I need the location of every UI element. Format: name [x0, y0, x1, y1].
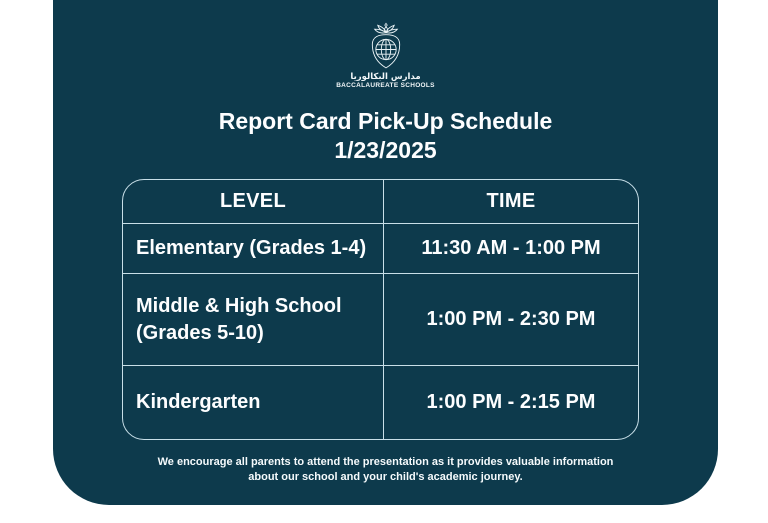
- table-row-middle-high-time: 1:00 PM - 2:30 PM: [384, 274, 638, 366]
- footer-note: [53, 455, 718, 484]
- table-row-kindergarten-time: 1:00 PM - 2:15 PM: [426, 391, 596, 413]
- table-row-middle-high-level: Middle & High School (Grades 5-10): [123, 274, 384, 366]
- title-line-1: Report Card Pick-Up Schedule: [218, 108, 553, 134]
- globe-crest-icon: [355, 21, 417, 71]
- footer-line-2: about our school and your child's academic journey.: [248, 470, 523, 483]
- column-header-time: TIME: [384, 180, 638, 224]
- column-header-level: LEVEL: [123, 180, 384, 224]
- logo-arabic-name: مدارس البكالوريا: [350, 72, 421, 82]
- page-title: [53, 107, 718, 165]
- title-line-2: 1/23/2025: [334, 137, 437, 163]
- table-row-kindergarten-level: Kindergarten: [123, 366, 384, 439]
- table-row-elementary-time: 11:30 AM - 1:00 PM: [384, 224, 638, 274]
- table-row-elementary-level: Elementary (Grades 1-4): [123, 224, 384, 274]
- footer-line-1: We encourage all parents to attend the presentation as it provides valuable information: [157, 456, 614, 468]
- logo-english-name: BACCALAUREATE SCHOOLS: [336, 82, 435, 89]
- flyer-card: [53, 0, 718, 505]
- school-logo: [53, 21, 718, 90]
- schedule-table: [122, 179, 639, 440]
